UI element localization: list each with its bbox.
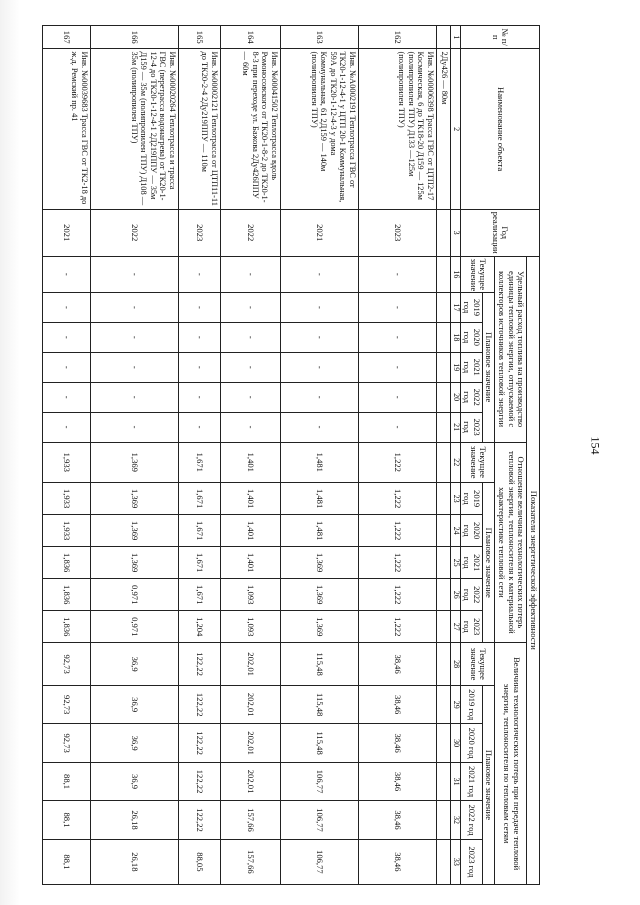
indicator-value — [436, 352, 450, 382]
indicator-value: 1,836 — [42, 547, 90, 579]
column-number: 18 — [450, 322, 460, 352]
indicator-value: 1,369 — [90, 483, 178, 515]
indicator-value: 38,46 — [358, 839, 436, 884]
indicator-value: - — [178, 352, 220, 382]
indicator-value: 92,73 — [42, 685, 90, 723]
indicator-value — [436, 256, 450, 292]
indicator-value: - — [220, 256, 280, 292]
indicator-value — [436, 515, 450, 547]
column-number: 27 — [450, 611, 460, 643]
indicator-value: 202,01 — [220, 724, 280, 762]
indicator-value: 88,1 — [42, 839, 90, 884]
indicator-value: - — [90, 352, 178, 382]
indicator-value: - — [90, 322, 178, 352]
indicator-value: - — [280, 322, 358, 352]
indicator-value: 38,46 — [358, 762, 436, 800]
header-group-1: Удельный расход топлива на производство единицы тепловой энергии, отпускаемой с коллекторов источников тепловой энергии — [495, 256, 527, 442]
indicator-value: - — [90, 382, 178, 412]
indicator-value: 88,05 — [178, 839, 220, 884]
column-number: 16 — [450, 256, 460, 292]
column-number: 23 — [450, 483, 460, 515]
indicator-value: 202,01 — [220, 685, 280, 723]
indicator-value: 36,9 — [90, 643, 178, 686]
header-g1-2020: 2020 год — [460, 322, 482, 352]
indicator-value: - — [280, 382, 358, 412]
indicator-value: - — [358, 412, 436, 442]
column-number: 1 — [450, 26, 460, 49]
header-g3-current: Текущее значение — [460, 643, 495, 686]
indicator-value — [436, 412, 450, 442]
indicator-value: 122,22 — [178, 762, 220, 800]
indicator-value — [436, 442, 450, 483]
indicator-value: 1,222 — [358, 483, 436, 515]
indicator-value: 92,73 — [42, 724, 90, 762]
object-name: Инв. №00006398 Трасса ГВС от ЦТП2-17 Космическая, 6 до ТК18-20 Д159 — 125м (полипропилен ТПУ) Д133 —125м (полипропилен ТПУ) — [358, 49, 436, 209]
table-row — [280, 26, 358, 885]
indicator-value: 1,369 — [90, 547, 178, 579]
indicator-value — [436, 685, 450, 723]
indicator-value: - — [178, 412, 220, 442]
indicator-value: - — [42, 322, 90, 352]
header-g1-plan: Плановое значение — [482, 292, 495, 442]
indicator-value: 1,369 — [280, 579, 358, 611]
implementation-year: 2023 — [358, 209, 436, 256]
indicator-value: 1,836 — [42, 579, 90, 611]
implementation-year — [436, 209, 450, 256]
column-number: 20 — [450, 382, 460, 412]
indicator-value: 1,401 — [220, 547, 280, 579]
energy-efficiency-table — [42, 25, 540, 885]
indicator-value: 115,48 — [280, 685, 358, 723]
header-g2-2019: 2019 год — [460, 483, 482, 515]
indicator-value: - — [220, 292, 280, 322]
header-g2-2022: 2022 год — [460, 579, 482, 611]
column-number: 19 — [450, 352, 460, 382]
indicator-value: 202,01 — [220, 643, 280, 686]
indicator-value: 38,46 — [358, 724, 436, 762]
indicator-value: - — [90, 412, 178, 442]
table-row — [178, 26, 220, 885]
header-g2-current: Текущее значение — [460, 442, 495, 483]
header-no: № п/п — [460, 26, 539, 49]
column-number: 22 — [450, 442, 460, 483]
column-number: 3 — [450, 209, 460, 256]
indicator-value: 106,77 — [280, 839, 358, 884]
table-body — [42, 26, 460, 885]
page-number: 154 — [588, 436, 603, 455]
indicator-value: 115,48 — [280, 643, 358, 686]
object-name: Инв. №00002121 Теплотрасса от ЦТП11-11 до ТК20-2-4 2Ду219ППУ — 110м — [178, 49, 220, 209]
indicator-value: 1,222 — [358, 547, 436, 579]
indicator-value: 106,77 — [280, 762, 358, 800]
indicator-value: 1,671 — [178, 442, 220, 483]
object-name: Инв. №00041502 Теплотрасса вдоль Ромоносовского от ТК20-1-8-2 до ТК20-1-8-3 при переходе ул. Бажова 2Ду426ППУ — 60м — [220, 49, 280, 209]
header-name: Наименование объекта — [460, 49, 539, 209]
column-number: 21 — [450, 412, 460, 442]
header-g1-2022: 2022 год — [460, 382, 482, 412]
indicator-value — [436, 643, 450, 686]
indicator-value: 1,401 — [220, 515, 280, 547]
indicator-value: 1,836 — [42, 611, 90, 643]
indicator-value: - — [178, 292, 220, 322]
indicator-value: 1,481 — [280, 515, 358, 547]
indicator-value: 1,671 — [178, 515, 220, 547]
table-row — [220, 26, 280, 885]
indicator-value: 36,9 — [90, 762, 178, 800]
indicator-value: - — [280, 256, 358, 292]
header-g2-plan: Плановое значение — [482, 483, 495, 643]
indicator-value — [436, 547, 450, 579]
indicator-value: 122,22 — [178, 801, 220, 839]
indicator-value: - — [358, 256, 436, 292]
indicator-value: - — [358, 292, 436, 322]
indicator-value: - — [358, 352, 436, 382]
indicator-value: 202,01 — [220, 762, 280, 800]
header-g1-current: Текущее значение — [460, 256, 495, 292]
indicator-value: 1,481 — [280, 483, 358, 515]
column-number: 33 — [450, 839, 460, 884]
table-row — [42, 26, 90, 885]
column-number: 31 — [450, 762, 460, 800]
header-year: Год реализации — [460, 209, 539, 256]
header-g1-2023: 2023 год — [460, 412, 482, 442]
indicator-value: - — [358, 382, 436, 412]
header-g1-2019: 2019 год — [460, 292, 482, 322]
indicator-value: - — [280, 352, 358, 382]
indicator-value: - — [42, 352, 90, 382]
header-g1-2021: 2021 год — [460, 352, 482, 382]
column-number: 24 — [450, 515, 460, 547]
indicator-value: 115,48 — [280, 724, 358, 762]
header-g3-2020: 2020 год — [460, 724, 482, 762]
indicator-value: 1,093 — [220, 579, 280, 611]
implementation-year: 2022 — [220, 209, 280, 256]
indicator-value: 157,66 — [220, 839, 280, 884]
column-number-row — [450, 26, 460, 885]
indicator-value: 1,401 — [220, 442, 280, 483]
column-number: 17 — [450, 292, 460, 322]
indicator-value: 122,22 — [178, 643, 220, 686]
indicator-value: 157,66 — [220, 801, 280, 839]
indicator-value: 36,9 — [90, 724, 178, 762]
indicator-value: - — [220, 322, 280, 352]
indicator-value: 1,369 — [90, 442, 178, 483]
indicator-value: - — [280, 292, 358, 322]
column-number: 25 — [450, 547, 460, 579]
column-number: 2 — [450, 49, 460, 209]
implementation-year: 2022 — [90, 209, 178, 256]
indicator-value: 26,18 — [90, 839, 178, 884]
indicator-value: 1,222 — [358, 611, 436, 643]
object-name: 2Ду426 — 80м — [436, 49, 450, 209]
indicator-value: 122,22 — [178, 685, 220, 723]
row-number: 162 — [358, 26, 436, 49]
indicator-value: 106,77 — [280, 801, 358, 839]
indicator-value: 1,933 — [42, 442, 90, 483]
indicator-value: - — [358, 322, 436, 352]
indicator-value — [436, 292, 450, 322]
indicator-value: - — [90, 292, 178, 322]
indicator-value: - — [42, 292, 90, 322]
scan-edge — [0, 0, 20, 905]
indicator-value: 1,401 — [220, 483, 280, 515]
indicator-value: 1,933 — [42, 483, 90, 515]
header-group-3: Величина технологических потерь при передаче тепловой энергии, теплоносителя по тепловым сетям — [495, 643, 527, 885]
row-number: 167 — [42, 26, 90, 49]
indicator-value: - — [178, 322, 220, 352]
indicator-value: 1,671 — [178, 483, 220, 515]
column-number: 28 — [450, 643, 460, 686]
object-name: Инв. №00020264 Теплотрасса и трасса ГВС (перетрасса водонагрева) от ТК20-1-12-4 до ТК20-1-12-4-1 2Д219ППУ — 35м Д159 — 35м (полипропилен ТПУ) Д108 — 35м (полипропилен ТПУ) — [90, 49, 178, 209]
indicator-value: 1,933 — [42, 515, 90, 547]
indicator-value: 1,481 — [280, 442, 358, 483]
indicator-value: 88,1 — [42, 801, 90, 839]
header-g2-2021: 2021 год — [460, 547, 482, 579]
indicator-value: 1,222 — [358, 579, 436, 611]
indicator-value: - — [42, 256, 90, 292]
indicator-value: 1,369 — [90, 515, 178, 547]
indicator-value: - — [220, 382, 280, 412]
indicator-value: 88,1 — [42, 762, 90, 800]
indicator-value: 1,671 — [178, 547, 220, 579]
indicator-value: 0,971 — [90, 579, 178, 611]
indicator-value: - — [220, 352, 280, 382]
column-number: 29 — [450, 685, 460, 723]
header-g2-2020: 2020 год — [460, 515, 482, 547]
indicator-value: 122,22 — [178, 724, 220, 762]
indicator-value: 1,222 — [358, 442, 436, 483]
column-number: 30 — [450, 724, 460, 762]
indicator-value: 38,46 — [358, 643, 436, 686]
table-row — [90, 26, 178, 885]
indicator-value: 38,46 — [358, 801, 436, 839]
table-row — [358, 26, 436, 885]
indicator-value: 1,222 — [358, 515, 436, 547]
implementation-year: 2023 — [178, 209, 220, 256]
indicator-value: 0,971 — [90, 611, 178, 643]
indicator-value: 1,369 — [280, 611, 358, 643]
indicator-value: - — [280, 412, 358, 442]
indicator-value — [436, 801, 450, 839]
header-group-2: Отношение величины технологических потерь тепловой энергии, теплоносителя к материальной характеристике тепловой сети — [495, 442, 527, 643]
header-g3-2022: 2022 год — [460, 801, 482, 839]
object-name: Инв. №00039683 Трасса ГВС от ТК2-18 до ж.д. Ремский пр. 41 — [42, 49, 90, 209]
indicator-value: - — [178, 256, 220, 292]
header-g3-plan: Плановое значение — [482, 685, 495, 884]
indicator-value — [436, 839, 450, 884]
indicator-value — [436, 762, 450, 800]
row-number: 164 — [220, 26, 280, 49]
indicator-value: - — [90, 256, 178, 292]
indicator-value: 92,73 — [42, 643, 90, 686]
rotated-table-container — [61, 25, 540, 885]
column-number: 32 — [450, 801, 460, 839]
row-number: 163 — [280, 26, 358, 49]
header-g2-2023: 2023 год — [460, 611, 482, 643]
indicator-value: 1,204 — [178, 611, 220, 643]
indicator-value: 1,369 — [280, 547, 358, 579]
implementation-year: 2021 — [42, 209, 90, 256]
indicator-value: 26,18 — [90, 801, 178, 839]
header-g3-2023: 2023 год — [460, 839, 482, 884]
indicator-value: 1,671 — [178, 579, 220, 611]
object-name: Инв. №А0002191 Теплотрасса ГВС от ТК20-1-12-4-1 у ЦТП 20-1 Коммунальная, 59А до ТК20-1-12-4-3 у дома Коммунальная, 61 2Д159 — 140м (полипропилен ТПУ) — [280, 49, 358, 209]
indicator-value: - — [42, 412, 90, 442]
indicator-value: - — [178, 382, 220, 412]
header-g3-2019: 2019 год — [460, 685, 482, 723]
column-number: 26 — [450, 579, 460, 611]
implementation-year: 2021 — [280, 209, 358, 256]
row-number: 166 — [90, 26, 178, 49]
indicator-value — [436, 483, 450, 515]
table-row — [436, 26, 450, 885]
indicator-value: - — [220, 412, 280, 442]
indicator-value — [436, 322, 450, 352]
indicator-value: 38,46 — [358, 685, 436, 723]
row-number — [436, 26, 450, 49]
header-energy-indicators: Показатели энергетической эффективности — [527, 256, 540, 884]
indicator-value: 36,9 — [90, 685, 178, 723]
header-g3-2021: 2021 год — [460, 762, 482, 800]
indicator-value — [436, 579, 450, 611]
indicator-value: 1,093 — [220, 611, 280, 643]
row-number: 165 — [178, 26, 220, 49]
indicator-value — [436, 724, 450, 762]
indicator-value: - — [42, 382, 90, 412]
indicator-value — [436, 382, 450, 412]
indicator-value — [436, 611, 450, 643]
